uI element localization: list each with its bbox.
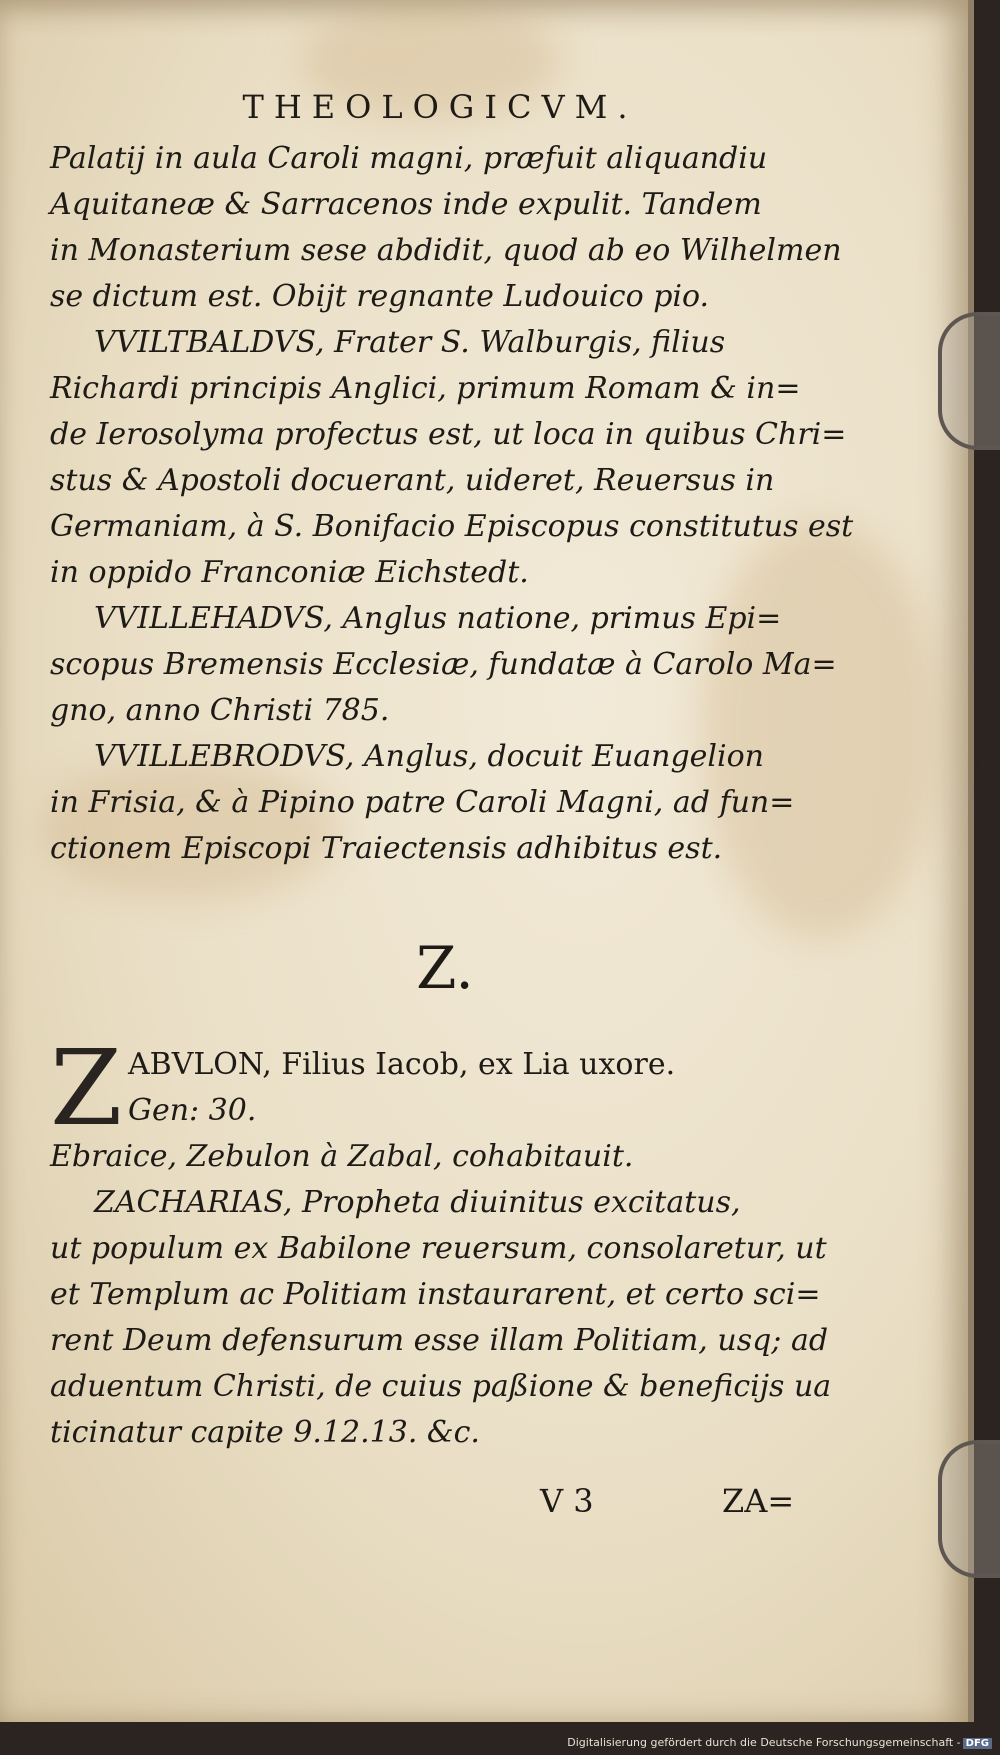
clasp-bottom — [938, 1440, 1000, 1578]
clasp-top — [938, 312, 1000, 450]
text-line: ticinatur capite 9.12.13. &c. — [50, 1415, 480, 1450]
text-line: aduentum Christi, de cuius paßione & beneficijs ua — [50, 1369, 832, 1404]
entry-willebrodus: VVILLEBRODVS, Anglus, docuit Euangelion — [94, 739, 765, 774]
zabulon-heading: ABVLON, Filius Iacob, ex Lia uxore. — [128, 1047, 676, 1082]
text-line: scopus Bremensis Ecclesiæ, fundatæ à Carolo Ma= — [50, 647, 837, 682]
entry-willehadus: VVILLEHADVS, Anglus natione, primus Epi= — [94, 601, 782, 636]
section-letter: Z. — [416, 934, 474, 1002]
credit-text: Digitalisierung gefördert durch die Deutsche Forschungsgemeinschaft - — [567, 1736, 961, 1749]
entry-zacharias: ZACHARIAS, Propheta diuinitus excitatus, — [94, 1185, 741, 1220]
entries-top — [50, 136, 854, 872]
catchword: ZA= — [722, 1482, 795, 1520]
text-line: et Templum ac Politiam instaurarent, et certo sci= — [50, 1277, 821, 1312]
text-line: Aquitaneæ & Sarracenos inde expulit. Tandem — [50, 187, 762, 222]
signature-mark: V 3 — [540, 1482, 594, 1520]
dropcap-letter: Z — [50, 1027, 123, 1149]
text-line: Germaniam, à S. Bonifacio Episcopus constitutus est — [50, 509, 854, 544]
text-line: se dictum est. Obijt regnante Ludouico pio. — [50, 279, 710, 314]
running-header: THEOLOGICVM. — [242, 88, 638, 126]
text-line: ctionem Episcopi Traiectensis adhibitus est. — [50, 831, 723, 866]
text-line: gno, anno Christi 785. — [50, 693, 390, 728]
dfg-logo: DFG — [963, 1738, 992, 1749]
entry-zabulon — [50, 1027, 810, 1149]
text-line: in Monasterium sese abdidit, quod ab eo Wilhelmen — [50, 233, 842, 268]
text-line: stus & Apostoli docuerant, uideret, Reuersus in — [50, 463, 775, 498]
text-line: Ebraice, Zebulon à Zabal, cohabitauit. — [50, 1139, 634, 1174]
text-line: in oppido Franconiæ Eichstedt. — [50, 555, 529, 590]
text-line: de Ierosolyma profectus est, ut loca in quibus Chri= — [50, 417, 847, 452]
text-line: ut populum ex Babilone reuersum, consolaretur, ut — [50, 1231, 827, 1266]
page-text — [50, 70, 854, 1542]
text-line: rent Deum defensurum esse illam Politiam, usq; ad — [50, 1323, 829, 1358]
entries-bottom — [50, 1134, 832, 1456]
entry-wiltbaldus: VVILTBALDVS, Frater S. Walburgis, filius — [94, 325, 726, 360]
text-line: Palatij in aula Caroli magni, præfuit aliquandiu — [50, 141, 768, 176]
text-line: in Frisia, & à Pipino patre Caroli Magni, ad fun= — [50, 785, 795, 820]
text-line: Richardi principis Anglici, primum Romam & in= — [50, 371, 801, 406]
page-footer — [50, 1482, 810, 1542]
digitization-credit — [567, 1736, 992, 1749]
zabulon-reference: Gen: 30. — [128, 1093, 257, 1128]
